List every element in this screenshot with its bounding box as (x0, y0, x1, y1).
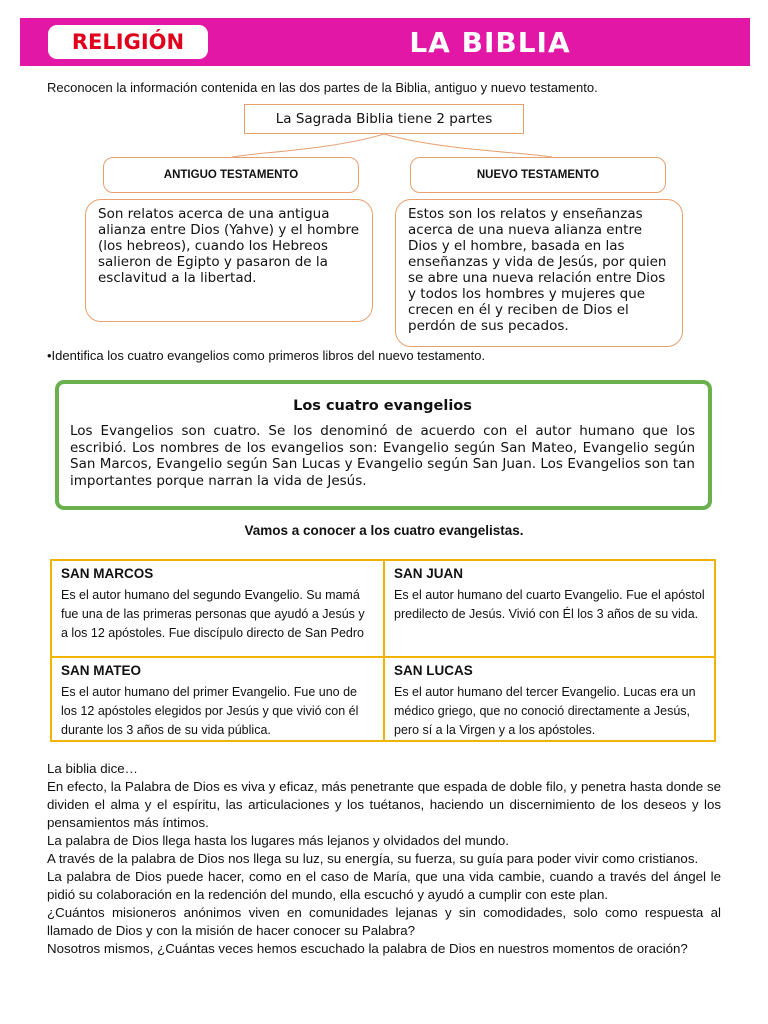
diagram-root-box: La Sagrada Biblia tiene 2 partes (244, 104, 524, 134)
evangelista-description: Es el autor humano del segundo Evangelio. Su mamá fue una de las primeras personas que ayudó a Jesús y a los 12 apóstoles. Fue discípulo directo de San Pedro (61, 588, 365, 640)
evangelios-text: Los Evangelios son cuatro. Se los denominó de acuerdo con el autor humano que los escribió. Los nombres de los evangelios son: Evangelio según San Mateo, Evangelio según San Marcos, Evangelio según San Lucas y Evangelio según San Juan. Los Evangelios son tan importantes porque narran la vida de Jesús. (70, 423, 695, 489)
body-paragraph: ¿Cuántos misioneros anónimos viven en comunidades lejanas y sin comodidades, solo como respuesta al llamado de Dios y con la misión de hacer conocer su Palabra? (47, 905, 721, 938)
body-paragraph: Nosotros mismos, ¿Cuántas veces hemos escuchado la palabra de Dios en nuestros momentos de oración? (47, 941, 688, 956)
body-paragraph: La palabra de Dios llega hasta los lugares más lejanos y olvidados del mundo. (47, 833, 509, 848)
page-title: LA BIBLIA (409, 25, 571, 59)
body-paragraph: La palabra de Dios puede hacer, como en el caso de María, que una vida cambie, cuando a través del ángel le pidió su colaboración en la redención del mundo, ella escuchó y ayudó a cumplir con este plan. (47, 869, 721, 902)
evangelista-cell (385, 658, 714, 740)
evangelista-cell (385, 561, 714, 658)
body-paragraph: En efecto, la Palabra de Dios es viva y eficaz, más penetrante que espada de doble filo, y penetra hasta donde se dividen el alma y el espíritu, las articulaciones y los tuétanos, haciendo un discernimiento de los deseos y los pensamientos más íntimos. (47, 779, 721, 830)
nuevo-testamento-heading: NUEVO TESTAMENTO (410, 157, 666, 193)
reflection-text (47, 760, 721, 958)
body-paragraph: La biblia dice… (47, 761, 138, 776)
evangelistas-table (50, 559, 716, 742)
nuevo-testamento-description: Estos son los relatos y enseñanzas acerca de una nueva alianza entre Dios y el hombre, basada en las enseñanzas y vida de Jesús, por quien se abre una nueva relación entre Dios y todos los hombres y mujeres que crecen en él y reciben de Dios el perdón de sus pecados. (395, 199, 683, 347)
antiguo-testamento-heading: ANTIGUO TESTAMENTO (103, 157, 359, 193)
body-paragraph: A través de la palabra de Dios nos llega su luz, su energía, su fuerza, su guía para poder vivir como cristianos. (47, 851, 699, 866)
evangelista-name: SAN MARCOS (61, 566, 154, 581)
evangelista-name: SAN LUCAS (394, 663, 473, 678)
evangelista-description: Es el autor humano del cuarto Evangelio. Fue el apóstol predilecto de Jesús. Vivió con Él los 3 años de su vida. (394, 588, 705, 621)
objective-bullet: •Identifica los cuatro evangelios como primeros libros del nuevo testamento. (47, 348, 486, 363)
antiguo-testamento-description: Son relatos acerca de una antigua alianza entre Dios (Yahve) y el hombre (los hebreos), cuando los Hebreos salieron de Egipto y pasaron de la esclavitud a la libertad. (85, 199, 373, 322)
evangelios-info-box (55, 380, 712, 510)
subject-label: RELIGIÓN (48, 25, 208, 59)
evangelista-name: SAN MATEO (61, 663, 141, 678)
evangelista-name: SAN JUAN (394, 566, 464, 581)
evangelista-cell (52, 658, 385, 740)
evangelista-description: Es el autor humano del primer Evangelio. Fue uno de los 12 apóstoles elegidos por Jesús y que vivió con él durante los 3 años de su vida pública. (61, 685, 359, 737)
intro-text: Reconocen la información contenida en las dos partes de la Biblia, antiguo y nuevo testamento. (47, 80, 598, 95)
evangelistas-heading: Vamos a conocer a los cuatro evangelistas. (244, 523, 524, 538)
evangelista-description: Es el autor humano del tercer Evangelio. Lucas era un médico griego, que no conoció directamente a Jesús, pero sí a la Virgen y a los apóstoles. (394, 685, 696, 737)
evangelista-cell (52, 561, 385, 658)
evangelios-title: Los cuatro evangelios (293, 398, 472, 414)
